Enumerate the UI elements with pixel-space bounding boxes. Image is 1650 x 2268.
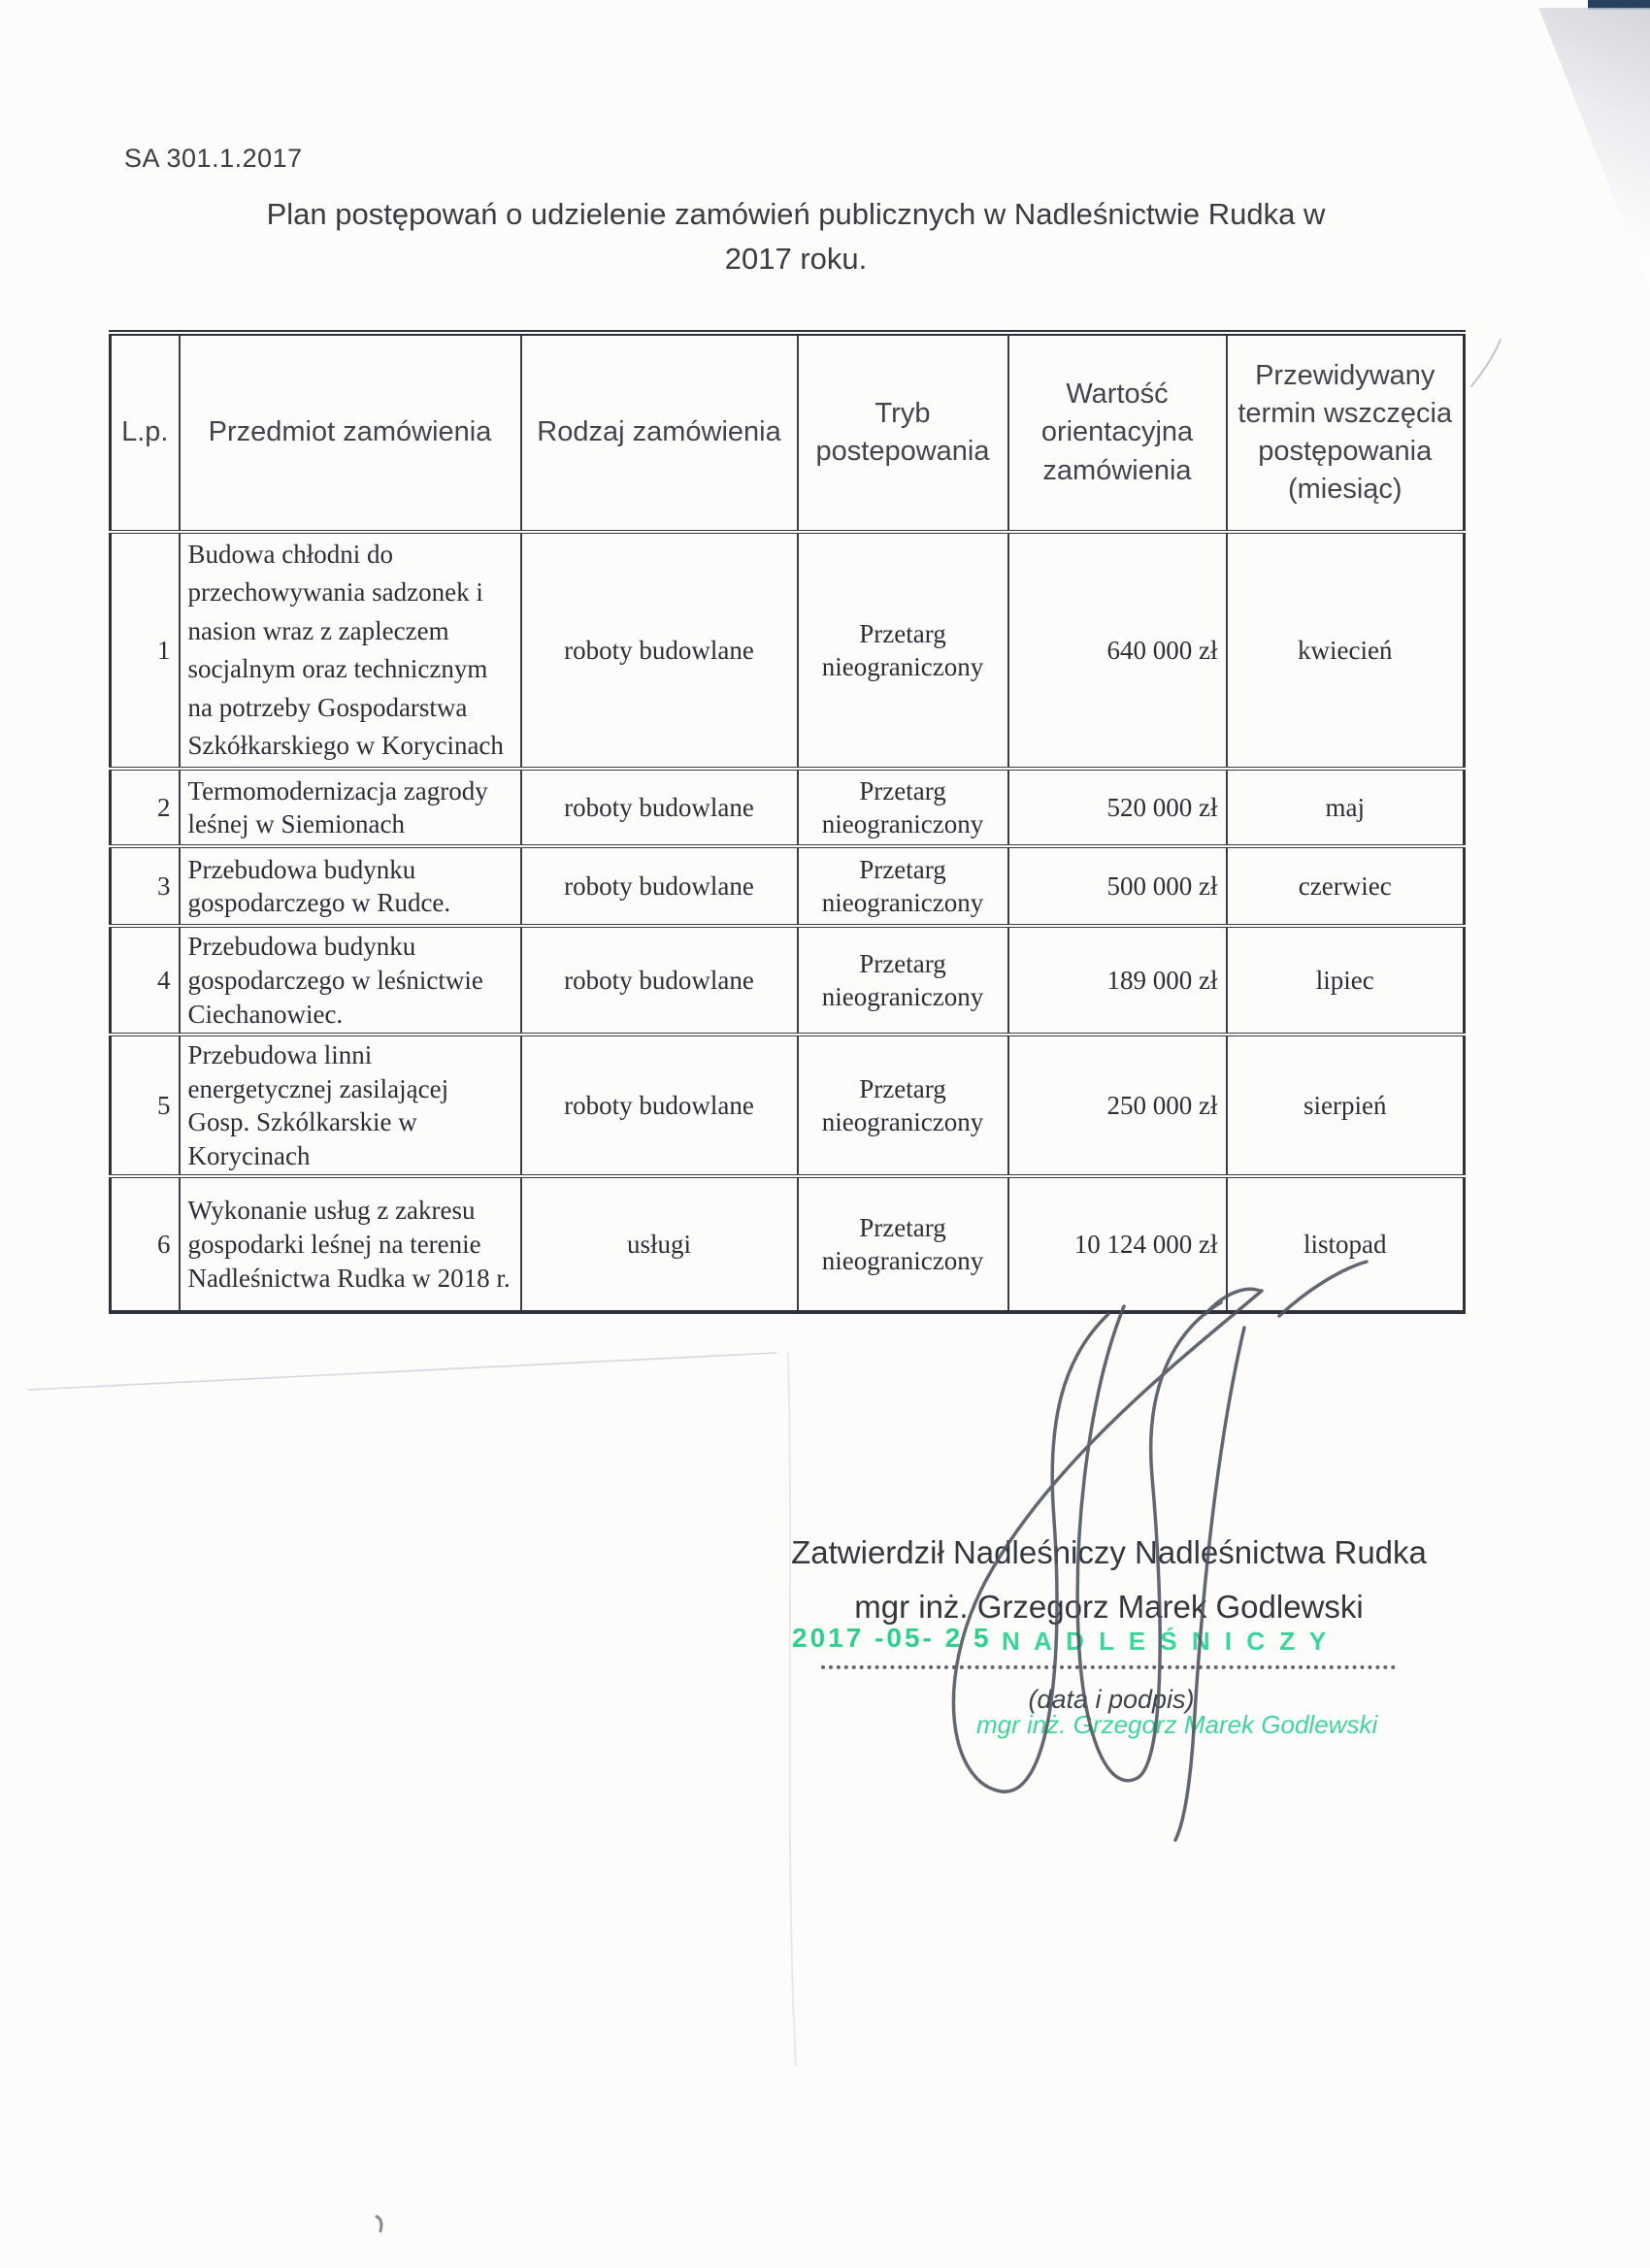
cell-lp: 4 xyxy=(111,926,180,1035)
col-header-przedmiot: Przedmiot zamówienia xyxy=(180,333,521,532)
scan-artifact-corner-wedge xyxy=(1514,8,1650,289)
cell-tryb: Przetarg nieograniczony xyxy=(798,1035,1008,1176)
col-header-rodzaj: Rodzaj zamówienia xyxy=(521,333,798,532)
name-stamp: mgr inż. Grzegorz Marek Godlewski xyxy=(976,1710,1378,1739)
cell-tryb: Przetarg nieograniczony xyxy=(798,926,1008,1035)
cell-przedmiot: Budowa chłodni do przechowywania sadzonek i nasion wraz z zapleczem socjalnym oraz technicznym na potrzeby Gospodarstwa Szkółkarskiego w Korycinach xyxy=(180,532,521,769)
date-stamp: 2017 -05- 2 5 xyxy=(792,1623,992,1653)
table-row xyxy=(111,926,1465,1035)
cell-termin: czerwiec xyxy=(1227,846,1465,926)
cell-lp: 5 xyxy=(111,1035,180,1176)
cell-termin: kwiecień xyxy=(1227,532,1465,769)
approval-line-2: mgr inż. Grzegorz Marek Godlewski xyxy=(854,1589,1364,1625)
cell-tryb: Przetarg nieograniczony xyxy=(798,769,1008,846)
col-header-termin: Przewidywany termin wszczęcia postępowania (miesiąc) xyxy=(1227,333,1465,532)
nadlesniczy-stamp: N A D L E Ś N I C Z Y xyxy=(1002,1627,1331,1656)
col-header-lp: L.p. xyxy=(111,333,180,532)
cell-rodzaj: roboty budowlane xyxy=(521,926,798,1035)
cell-termin: lipiec xyxy=(1227,926,1465,1035)
approval-line-1: Zatwierdził Nadleśniczy Nadleśnictwa Rudka xyxy=(791,1534,1427,1570)
reference-number: SA 301.1.2017 xyxy=(124,144,303,173)
approval-block xyxy=(747,1531,1470,1628)
table-row xyxy=(111,1176,1465,1312)
col-header-tryb: Tryb postepowania xyxy=(798,333,1008,532)
page-title-line-1: Plan postępowań o udzielenie zamówień publicznych w Nadleśnictwie Rudka w xyxy=(266,197,1326,231)
cell-termin: sierpień xyxy=(1227,1035,1465,1176)
cell-wartosc: 640 000 zł xyxy=(1008,532,1227,769)
page-title-line-2: 2017 roku. xyxy=(724,242,868,276)
cell-przedmiot: Przebudowa linni energetycznej zasilającej Gosp. Szkólkarskie w Korycinach xyxy=(180,1035,521,1176)
cell-wartosc: 10 124 000 zł xyxy=(1008,1176,1227,1312)
cell-rodzaj: roboty budowlane xyxy=(521,532,798,769)
cell-przedmiot: Przebudowa budynku gospodarczego w leśnictwie Ciechanowiec. xyxy=(180,926,521,1035)
table-row xyxy=(111,1035,1465,1176)
cell-wartosc: 250 000 zł xyxy=(1008,1035,1227,1176)
signature-caption: (data i podpis) xyxy=(1028,1685,1195,1714)
cell-przedmiot: Przebudowa budynku gospodarczego w Rudce. xyxy=(180,846,521,926)
cell-lp: 2 xyxy=(111,769,180,846)
cell-przedmiot: Termomodernizacja zagrody leśnej w Siemionach xyxy=(180,769,521,846)
col-header-wartosc: Wartość orientacyjna zamówienia xyxy=(1008,333,1227,532)
page-title xyxy=(136,192,1456,281)
table-header-row xyxy=(111,333,1465,532)
cell-wartosc: 520 000 zł xyxy=(1008,769,1227,846)
cell-lp: 1 xyxy=(111,532,180,769)
cell-rodzaj: roboty budowlane xyxy=(521,769,798,846)
procurement-plan-table xyxy=(109,330,1466,1314)
cell-tryb: Przetarg nieograniczony xyxy=(798,1176,1008,1312)
cell-termin: maj xyxy=(1227,769,1465,846)
cell-lp: 3 xyxy=(111,846,180,926)
signature-dotted-line xyxy=(821,1642,1396,1669)
cell-wartosc: 189 000 zł xyxy=(1008,926,1227,1035)
cell-tryb: Przetarg nieograniczony xyxy=(798,532,1008,769)
cell-rodzaj: roboty budowlane xyxy=(521,846,798,926)
cell-przedmiot: Wykonanie usług z zakresu gospodarki leśnej na terenie Nadleśnictwa Rudka w 2018 r. xyxy=(180,1176,521,1312)
table-row xyxy=(111,846,1465,926)
table-row xyxy=(111,532,1465,769)
cell-termin: listopad xyxy=(1227,1176,1465,1312)
table-row xyxy=(111,769,1465,846)
cell-rodzaj: roboty budowlane xyxy=(521,1035,798,1176)
cell-lp: 6 xyxy=(111,1176,180,1312)
cell-rodzaj: usługi xyxy=(521,1176,798,1312)
cell-wartosc: 500 000 zł xyxy=(1008,846,1227,926)
cell-tryb: Przetarg nieograniczony xyxy=(798,846,1008,926)
